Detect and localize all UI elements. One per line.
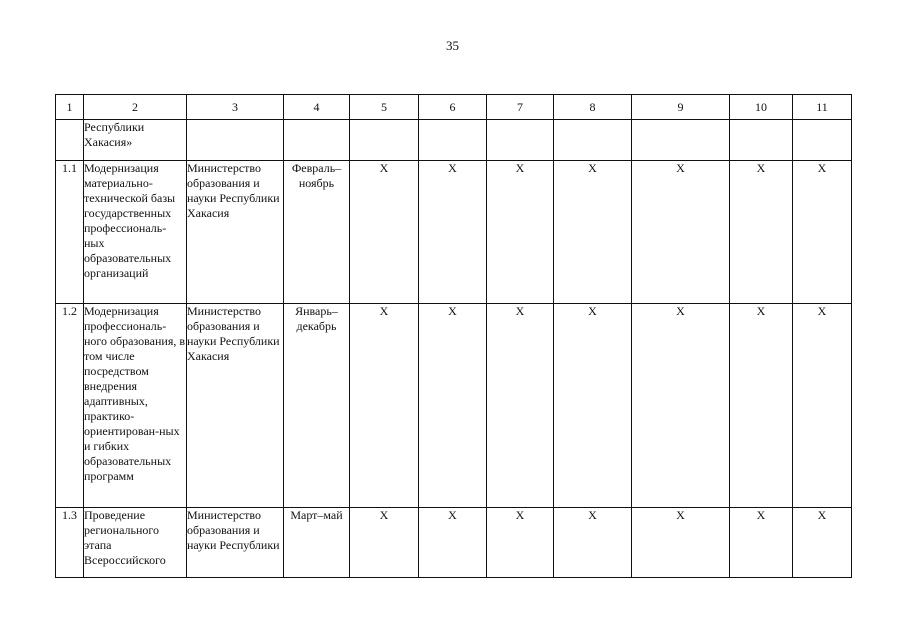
mark-cell: X xyxy=(793,161,852,304)
responsible: Министерство образования и науки Республики xyxy=(187,508,284,578)
column-header: 3 xyxy=(187,95,284,120)
mark-cell: X xyxy=(487,508,554,578)
mark-cell: X xyxy=(350,161,419,304)
mark-cell: X xyxy=(632,161,730,304)
plan-table xyxy=(55,94,852,578)
header-row xyxy=(56,95,852,120)
page-number: 35 xyxy=(446,38,459,53)
activity-name: Республики Хакасия» xyxy=(84,120,187,161)
mark-cell: X xyxy=(730,161,793,304)
column-header: 8 xyxy=(554,95,632,120)
table-row xyxy=(56,304,852,508)
mark-cell: X xyxy=(350,304,419,508)
row-number: 1.2 xyxy=(56,304,84,508)
term: Январь–декабрь xyxy=(284,304,350,508)
activity-name: Проведение регионального этапа Всероссийского xyxy=(84,508,187,578)
mark-cell: X xyxy=(793,304,852,508)
term: Февраль–ноябрь xyxy=(284,161,350,304)
column-header: 10 xyxy=(730,95,793,120)
table-row xyxy=(56,161,852,304)
column-header: 1 xyxy=(56,95,84,120)
mark-cell: X xyxy=(554,161,632,304)
row-number: 1.1 xyxy=(56,161,84,304)
table-row xyxy=(56,508,852,578)
table-row xyxy=(56,120,852,161)
mark-cell: X xyxy=(632,508,730,578)
mark-cell: X xyxy=(632,304,730,508)
activity-name: Модернизация материально-технической базы государственных профессиональ-ных образовательных организаций xyxy=(84,161,187,304)
responsible: Министерство образования и науки Республики Хакасия xyxy=(187,304,284,508)
column-header: 7 xyxy=(487,95,554,120)
mark-cell: X xyxy=(419,161,487,304)
mark-cell: X xyxy=(487,161,554,304)
mark-cell: X xyxy=(554,304,632,508)
column-header: 2 xyxy=(84,95,187,120)
mark-cell: X xyxy=(419,304,487,508)
column-header: 6 xyxy=(419,95,487,120)
responsible: Министерство образования и науки Республики Хакасия xyxy=(187,161,284,304)
column-header: 5 xyxy=(350,95,419,120)
activity-name: Модернизация профессиональ-ного образования, в том числе посредством внедрения адаптивных, практико-ориентирован-ных и гибких образовательных программ xyxy=(84,304,187,508)
mark-cell: X xyxy=(554,508,632,578)
mark-cell: X xyxy=(350,508,419,578)
mark-cell: X xyxy=(487,304,554,508)
row-number: 1.3 xyxy=(56,508,84,578)
term: Март–май xyxy=(284,508,350,578)
column-header: 11 xyxy=(793,95,852,120)
mark-cell: X xyxy=(793,508,852,578)
column-header: 9 xyxy=(632,95,730,120)
column-header: 4 xyxy=(284,95,350,120)
mark-cell: X xyxy=(419,508,487,578)
mark-cell: X xyxy=(730,304,793,508)
mark-cell: X xyxy=(730,508,793,578)
